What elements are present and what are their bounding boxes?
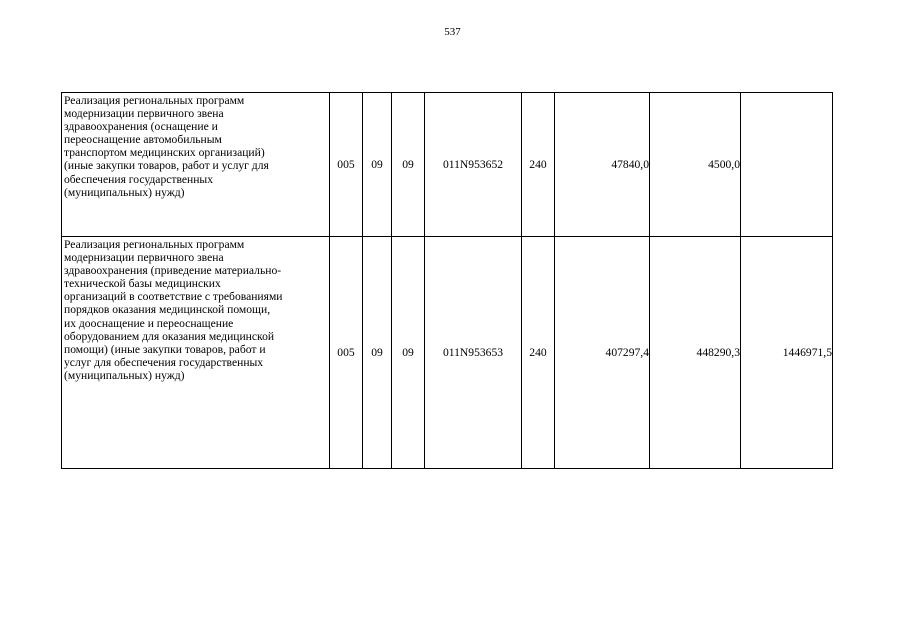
- page-number: 537: [444, 26, 461, 38]
- target-article-code: 011N953653: [425, 237, 522, 469]
- expense-type-code: 240: [522, 93, 555, 237]
- section-code: 09: [363, 93, 392, 237]
- amount-year-3: [741, 93, 833, 237]
- subsection-code: 09: [392, 93, 425, 237]
- ministry-code: 005: [330, 93, 363, 237]
- target-article-code: 011N953652: [425, 93, 522, 237]
- subsection-code: 09: [392, 237, 425, 469]
- table-row: [62, 93, 833, 237]
- expense-type-code: 240: [522, 237, 555, 469]
- amount-year-2: 4500,0: [650, 93, 741, 237]
- amount-year-3: 1446971,5: [741, 237, 833, 469]
- budget-table: [61, 92, 833, 469]
- amount-year-2: 448290,3: [650, 237, 741, 469]
- amount-year-1: 407297,4: [555, 237, 650, 469]
- section-code: 09: [363, 237, 392, 469]
- table-row: [62, 237, 833, 469]
- amount-year-1: 47840,0: [555, 93, 650, 237]
- expense-description: Реализация региональных программ модернизации первичного звена здравоохранения (приведение материально- технической базы медицинских организаций в соответствие с требованиями порядков оказания медицинской помощи, их дооснащение и переоснащение оборудованием для оказания медицинской помощи) (иные закупки товаров, работ и услуг для обеспечения государственных (муниципальных) нужд): [62, 237, 330, 469]
- ministry-code: 005: [330, 237, 363, 469]
- expense-description: Реализация региональных программ модернизации первичного звена здравоохранения (оснащение и переоснащение автомобильным транспортом медицинских организаций) (иные закупки товаров, работ и услуг для обеспечения государственных (муниципальных) нужд): [62, 93, 330, 237]
